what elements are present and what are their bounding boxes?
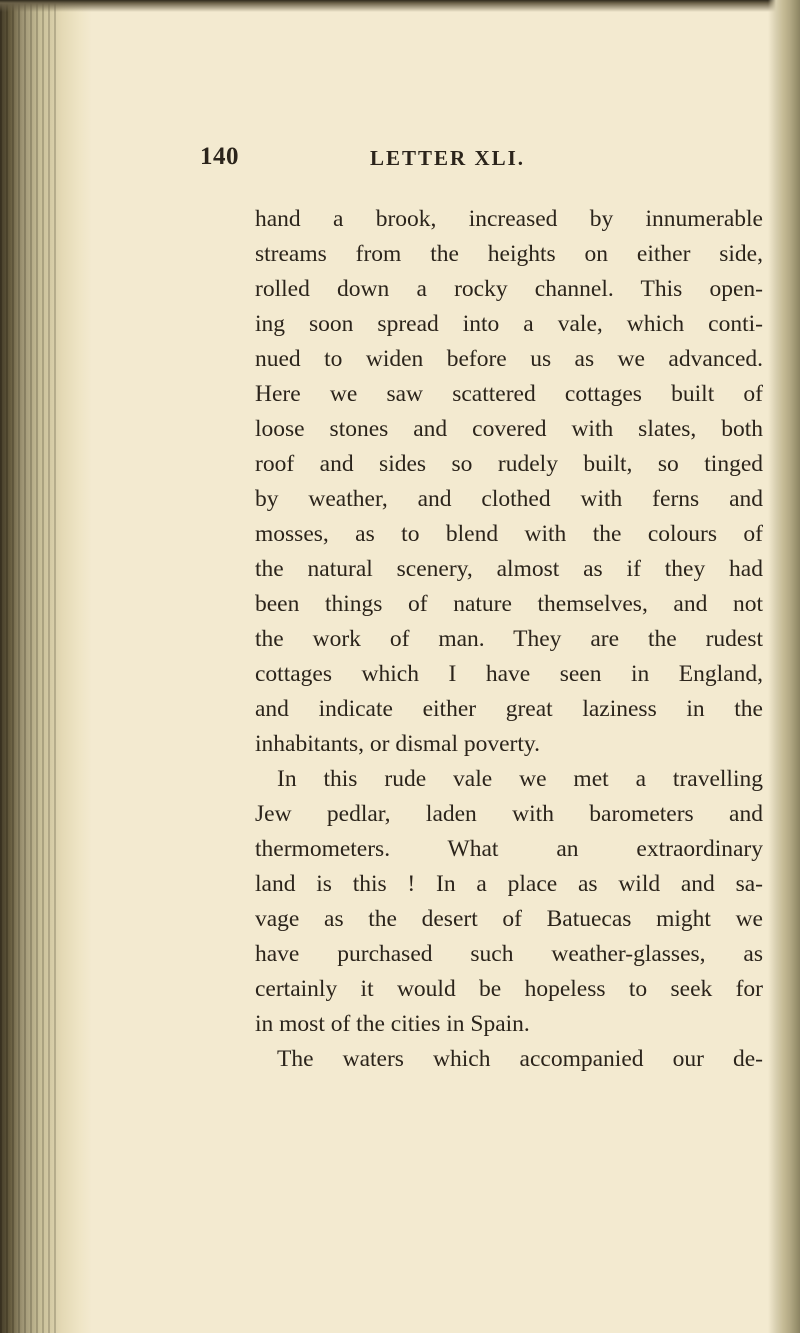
text-line: the work of man. They are the rudest xyxy=(255,626,763,652)
paragraph-end-line: inhabitants, or dismal poverty. xyxy=(255,731,540,757)
text-line: loose stones and covered with slates, both xyxy=(255,416,763,442)
text-line: Jew pedlar, laden with barometers and xyxy=(255,801,763,827)
page-number: 140 xyxy=(200,143,239,170)
text-line: land is this ! In a place as wild and sa- xyxy=(255,871,763,897)
running-title: LETTER XLI. xyxy=(370,146,526,170)
top-page-edge xyxy=(0,0,800,12)
text-line: been things of nature themselves, and not xyxy=(255,591,763,617)
text-line: rolled down a rocky channel. This open- xyxy=(255,276,763,302)
paragraph-start-line: The waters which accompanied our de- xyxy=(277,1046,763,1072)
text-line: have purchased such weather-glasses, as xyxy=(255,941,763,967)
text-line: vage as the desert of Batuecas might we xyxy=(255,906,763,932)
paragraph-end-line: in most of the cities in Spain. xyxy=(255,1011,530,1037)
text-line: and indicate either great laziness in the xyxy=(255,696,763,722)
text-line: roof and sides so rudely built, so tinged xyxy=(255,451,763,477)
paragraph-start-line: In this rude vale we met a travelling xyxy=(277,766,763,792)
text-line: cottages which I have seen in England, xyxy=(255,661,763,687)
text-line: nued to widen before us as we advanced. xyxy=(255,346,763,372)
text-line: Here we saw scattered cottages built of xyxy=(255,381,763,407)
text-line: ing soon spread into a vale, which conti- xyxy=(255,311,763,337)
running-header xyxy=(200,143,600,175)
text-line: hand a brook, increased by innumerable xyxy=(255,206,763,232)
text-line: by weather, and clothed with ferns and xyxy=(255,486,763,512)
text-line: certainly it would be hopeless to seek for xyxy=(255,976,763,1002)
text-line: thermometers. What an extraordinary xyxy=(255,836,763,862)
text-line: mosses, as to blend with the colours of xyxy=(255,521,763,547)
binding-texture xyxy=(0,0,56,1333)
body-text xyxy=(255,202,763,1077)
text-line: the natural scenery, almost as if they had xyxy=(255,556,763,582)
right-page-edge xyxy=(768,0,800,1333)
text-line: streams from the heights on either side, xyxy=(255,241,763,267)
